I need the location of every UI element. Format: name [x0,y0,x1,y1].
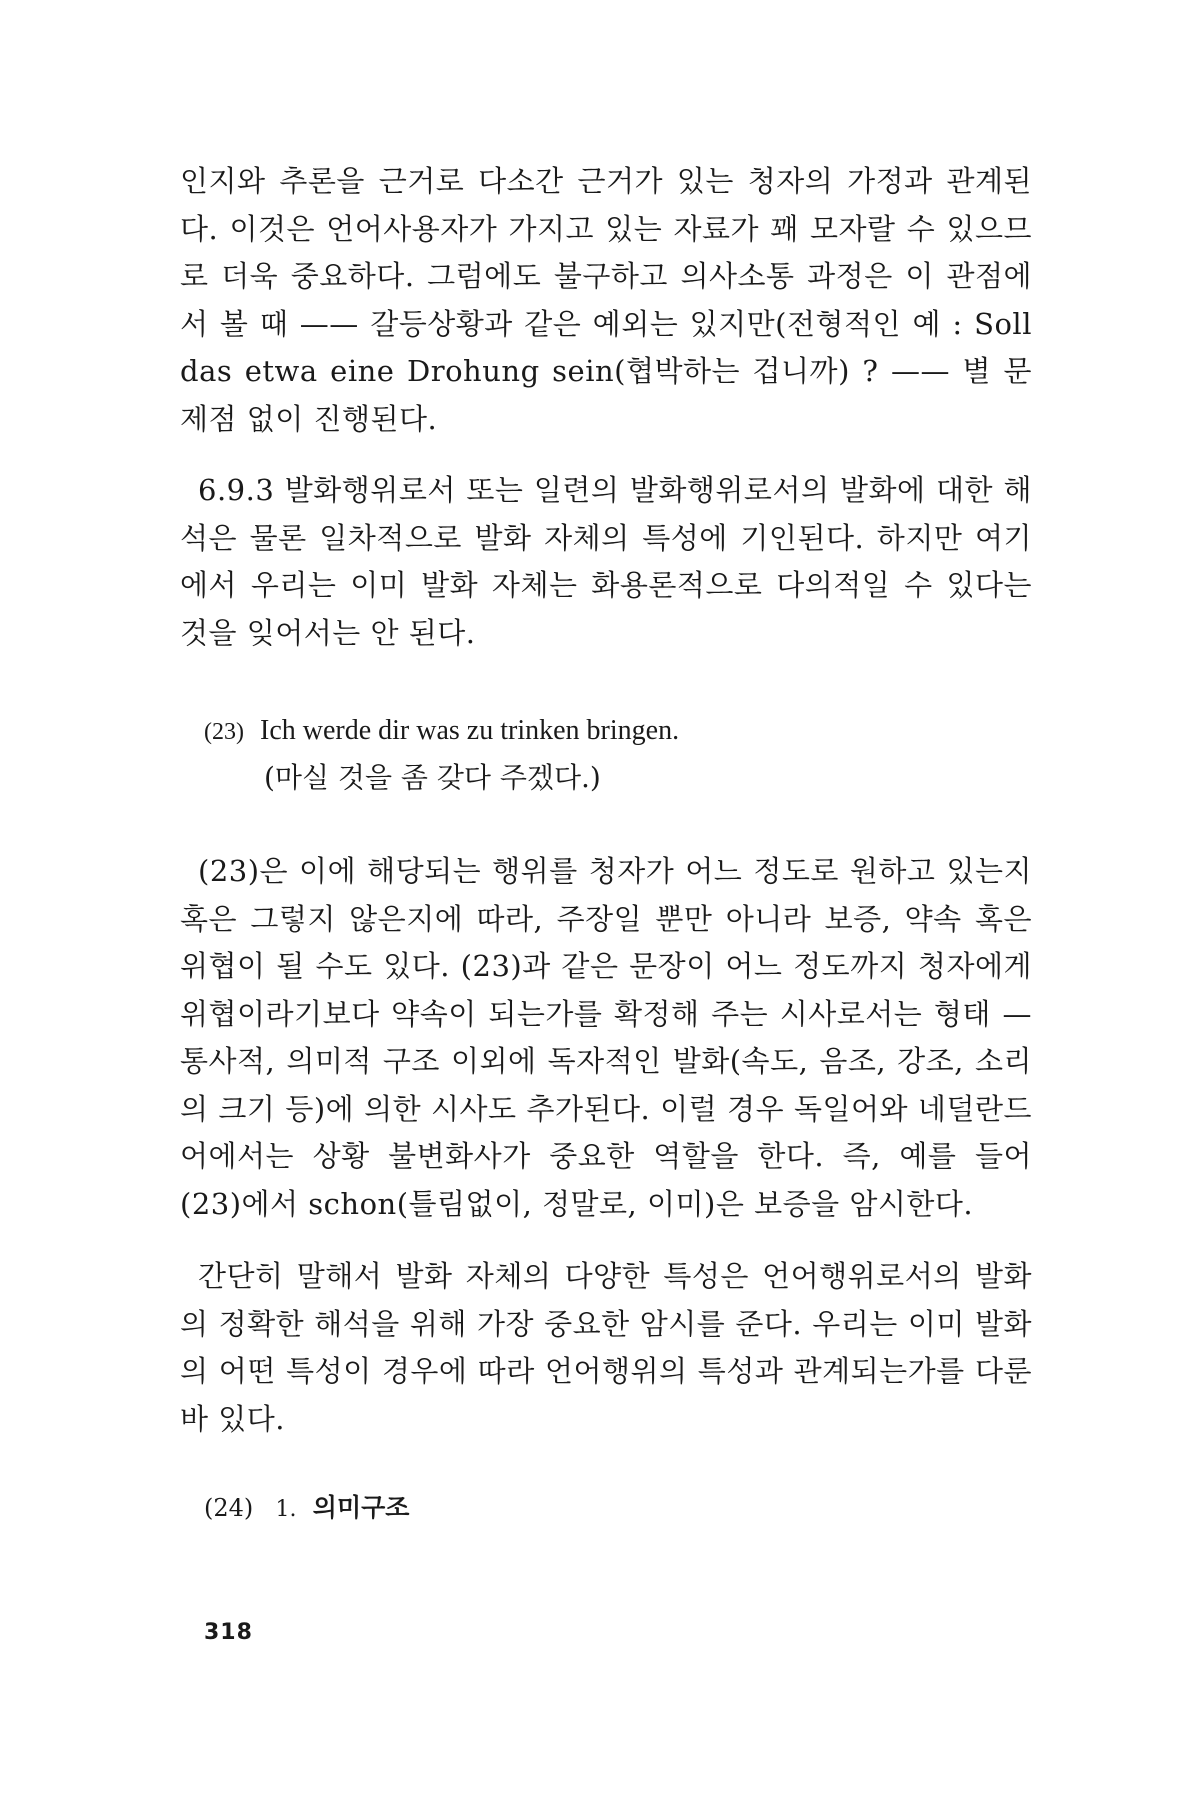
example-24-item-label: 의미구조 [312,1493,410,1522]
example-24 [204,1488,409,1530]
paragraph-2 [180,467,1032,657]
example-23-korean: (마실 것을 좀 갖다 주겠다.) [264,761,601,794]
example-23-german-line [204,708,679,755]
paragraph-2-text: 6.9.3 발화행위로서 또는 일련의 발화행위로서의 발화에 대한 해석은 물론 일차적으로 발화 자체의 특성에 기인된다. 하지만 여기에서 우리는 이미 발화 자체는 화용론적으로 다의적일 수 있다는 것을 잊어서는 안 된다. [180,473,1032,650]
paragraph-3 [180,848,1032,1228]
example-24-item-number: 1. [275,1497,297,1522]
paragraph-4-text: 간단히 말해서 발화 자체의 다양한 특성은 언어행위로서의 발화의 정확한 해석을 위해 가장 중요한 암시를 준다. 우리는 이미 발화의 어떤 특성이 경우에 따라 언어행위의 특성과 관계되는가를 다룬 바 있다. [180,1259,1032,1436]
example-23-number: (23) [204,719,244,745]
example-23 [204,708,679,801]
example-24-number: (24) [204,1494,254,1522]
paragraph-1-text: 인지와 추론을 근거로 다소간 근거가 있는 청자의 가정과 관계된다. 이것은 언어사용자가 가지고 있는 자료가 꽤 모자랄 수 있으므로 더욱 중요하다. 그럼에도 불구하고 의사소통 과정은 이 관점에서 볼 때 —— 갈등상황과 같은 예외는 있지만(전형적인 예 : Soll das etwa eine Drohung sein(협박하는 겁니까) ? —— 별 문제점 없이 진행된다. [180,164,1032,436]
page-number: 318 [204,1620,253,1645]
paragraph-1 [180,158,1032,443]
paragraph-4 [180,1253,1032,1443]
example-23-german: Ich werde dir was zu trinken bringen. [260,715,680,746]
paragraph-3-text: (23)은 이에 해당되는 행위를 청자가 어느 정도로 원하고 있는지 혹은 그렇지 않은지에 따라, 주장일 뿐만 아니라 보증, 약속 혹은 위협이 될 수도 있다. (23)과 같은 문장이 어느 정도까지 청자에게 위협이라기보다 약속이 되는가를 확정해 주는 시사로서는 형태 — 통사적, 의미적 구조 이외에 독자적인 발화(속도, 음조, 강조, 소리의 크기 등)에 의한 시사도 추가된다. 이럴 경우 독일어와 네덜란드어에서는 상황 불변화사가 중요한 역할을 한다. 즉, 예를 들어 (23)에서 schon(틀림없이, 정말로, 이미)은 보증을 암시한다. [180,854,1032,1221]
